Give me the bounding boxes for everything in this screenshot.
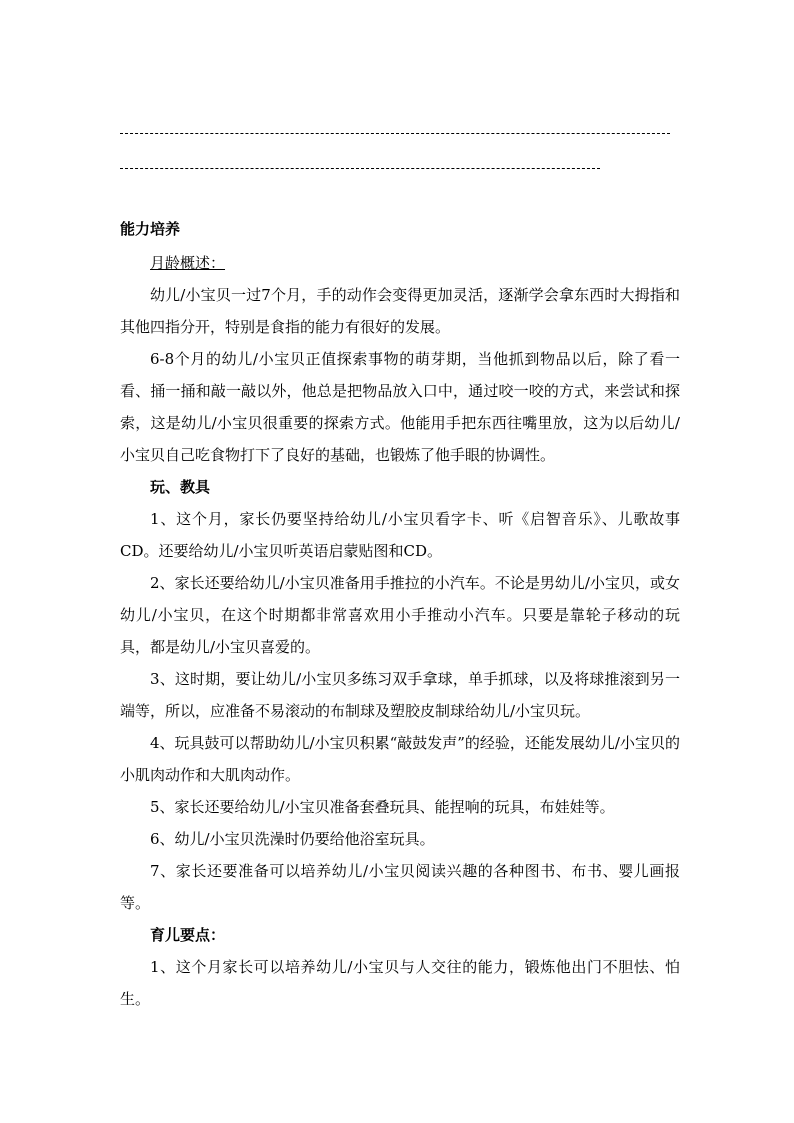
list-item: 7、家长还要准备可以培养幼儿/小宝贝阅读兴趣的各种图书、布书、婴儿画报等。 (120, 862, 680, 912)
age-overview-text: 月龄概述： (150, 254, 226, 272)
paragraph: 6-8个月的幼儿/小宝贝正值探索事物的萌芽期，当他抓到物品以后，除了看一看、捅一捅和敲一敲以外，他总是把物品放入口中，通过咬一咬的方式，来尝试和探索，这是幼儿/小宝贝很重要的探索方式。他能用手把东西往嘴里放，这为以后幼儿/小宝贝自己吃食物打下了良好的基础，也锻炼了他手眼的协调性。 (120, 350, 680, 464)
top-dashed-rule (120, 133, 670, 136)
paragraph: 幼儿/小宝贝一过7个月，手的动作会变得更加灵活，逐渐学会拿东西时大拇指和其他四指分开，特别是食指的能力有很好的发展。 (120, 286, 680, 336)
toys-heading: 玩、教具 (150, 478, 211, 496)
age-overview-label (120, 247, 680, 279)
list-item: 5、家长还要给幼儿/小宝贝准备套叠玩具、能捏响的玩具，布娃娃等。 (150, 798, 615, 816)
list-item: 6、幼儿/小宝贝洗澡时仍要给他浴室玩具。 (150, 830, 435, 848)
list-item: 2、家长还要给幼儿/小宝贝准备用手推拉的小汽车。不论是男幼儿/小宝贝，或女幼儿/小宝贝，在这个时期都非常喜欢用小手推动小汽车。只要是靠轮子移动的玩具，都是幼儿/小宝贝喜爱的。 (120, 574, 680, 656)
document-body (120, 213, 680, 1015)
parenting-heading: 育儿要点： (150, 926, 226, 944)
list-item: 1、这个月，家长仍要坚持给幼儿/小宝贝看字卡、听《启智音乐》、儿歌故事CD。还要给幼儿/小宝贝听英语启蒙贴图和CD。 (120, 510, 680, 560)
second-dashed-rule (120, 168, 600, 171)
section-title: 能力培养 (120, 220, 181, 238)
list-item: 3、这时期，要让幼儿/小宝贝多练习双手拿球，单手抓球，以及将球推滚到另一端等，所以，应准备不易滚动的布制球及塑胶皮制球给幼儿/小宝贝玩。 (120, 670, 680, 720)
list-item: 4、玩具鼓可以帮助幼儿/小宝贝积累“敲鼓发声”的经验，还能发展幼儿/小宝贝的小肌肉动作和大肌肉动作。 (120, 734, 680, 784)
list-item: 1、这个月家长可以培养幼儿/小宝贝与人交往的能力，锻炼他出门不胆怯、怕生。 (120, 958, 680, 1008)
